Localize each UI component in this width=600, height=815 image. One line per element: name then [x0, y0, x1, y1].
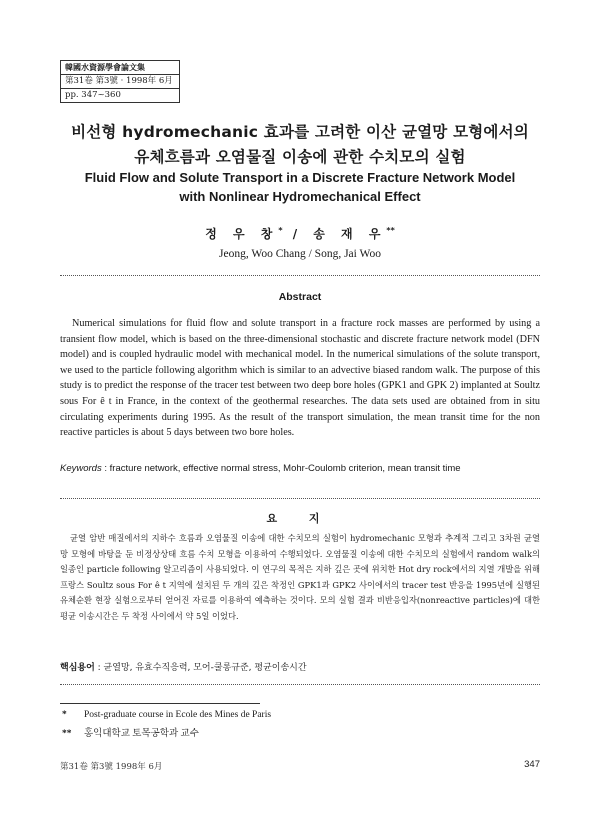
english-title-line-1: Fluid Flow and Solute Transport in a Discrete Fracture Network Model: [84, 170, 516, 185]
author-separator: /: [292, 227, 304, 241]
author-1-name: 정 우 창: [205, 227, 279, 241]
korean-keywords-label: 핵심용어: [60, 663, 95, 673]
korean-title-line-1: 비선형 hydromechanic 효과를 고려한 이산 균열망 모형에서의: [71, 123, 529, 141]
footnote-1-mark: *: [62, 710, 67, 720]
journal-name: 韓國水資源學會論文集: [61, 61, 179, 75]
journal-pages: pp. 347~360: [65, 90, 121, 100]
keywords-label: Keywords: [60, 463, 102, 474]
footnote-2-mark: **: [62, 729, 72, 739]
divider-top: [60, 275, 540, 276]
korean-keywords-colon: :: [94, 663, 104, 673]
journal-info-box: [60, 60, 180, 103]
footnote-2: [62, 725, 199, 739]
author-2-name: 송 재 우: [313, 227, 387, 241]
page-number: 347: [524, 759, 540, 770]
korean-title-line-2: 유체흐름과 오염물질 이송에 관한 수치모의 실험: [134, 148, 466, 166]
footnote-rule: [60, 703, 260, 704]
footnote-1: [62, 710, 271, 720]
footnote-1-text: Post-graduate course in Ecole des Mines de Paris: [84, 710, 272, 720]
korean-keywords-line: [60, 660, 540, 673]
authors-english: Jeong, Woo Chang / Song, Jai Woo: [219, 248, 381, 260]
author-1-mark: *: [278, 226, 283, 235]
divider-bottom: [60, 684, 540, 685]
footnote-2-text: 홍익대학교 토목공학과 교수: [84, 729, 199, 739]
footer-journal-info: 第31卷 第3號 1998年 6月: [60, 762, 163, 772]
keywords-text: fracture network, effective normal stress, Mohr-Coulomb criterion, mean transit time: [109, 463, 461, 474]
divider-middle: [60, 498, 540, 499]
abstract-text: Numerical simulations for fluid flow and solute transport in a fracture rock masses are performed by using a transient flow model, which is based on the three-dimensional stochastic and discrete fracture network model (DFN model) and is coupled hydraulic model with mechanical model. In the numerical simulations of the solute transport, we used to the particle following algorithm which is similar to an advective biased random walk. The purpose of this study is to predict the response of the tracer test between two deep bore holes (GPK1 and GPK 2) implanted at Soultz sous For ê t in France, in the context of the geothermal researches. The data sets used are obtained from in situ circulating experiments during 1995. As the result of the transport simulation, the mean transit time for the non reactive particles is about 5 days between two bore holes.: [60, 318, 540, 439]
english-title-line-2: with Nonlinear Hydromechanical Effect: [179, 189, 421, 204]
korean-abstract-text: 균열 암반 매질에서의 지하수 흐름과 오염물질 이송에 대한 수치모의 실험이 hydromechanic 모형과 추계적 그리고 3차원 균열망 모형에 바탕을 둔 비정상상태 흐름 수치 모형을 이용하여 수행되었다. 오염물질 이송에 대한 수치모의 실험에서 random walk의 일종인 particle following 알고리즘이 사용되었다. 이 연구의 목적은 지하 깊은 곳에 위치한 Hot dry rock에서의 지열 개발을 위해 프랑스 Soultz sous For ê t 지역에 설치된 두 개의 깊은 착정인 GPK1과 GPK2 사이에서의 tracer test 반응을 1995년에 실행된 유체순환 현장 실험으로부터 얻어진 자료를 이용하여 예측하는 것이다. 모의 실험 결과 비반응입자(nonreactive particles)에 대한 평균 이송시간은 두 착정 사이에서 약 5일 이었다.: [60, 533, 540, 621]
korean-abstract-heading: 요 지: [266, 512, 334, 525]
korean-keywords-text: 균열망, 유효수직응력, 모어-쿨롱규준, 평균이송시간: [103, 663, 307, 673]
journal-volume: 第31卷 第3號 · 1998年 6月: [61, 75, 179, 89]
keywords-colon: :: [101, 463, 110, 474]
abstract-heading: Abstract: [278, 291, 322, 303]
author-2-mark: **: [386, 226, 395, 235]
keywords-line: [60, 463, 540, 474]
authors-korean: [0, 225, 600, 242]
